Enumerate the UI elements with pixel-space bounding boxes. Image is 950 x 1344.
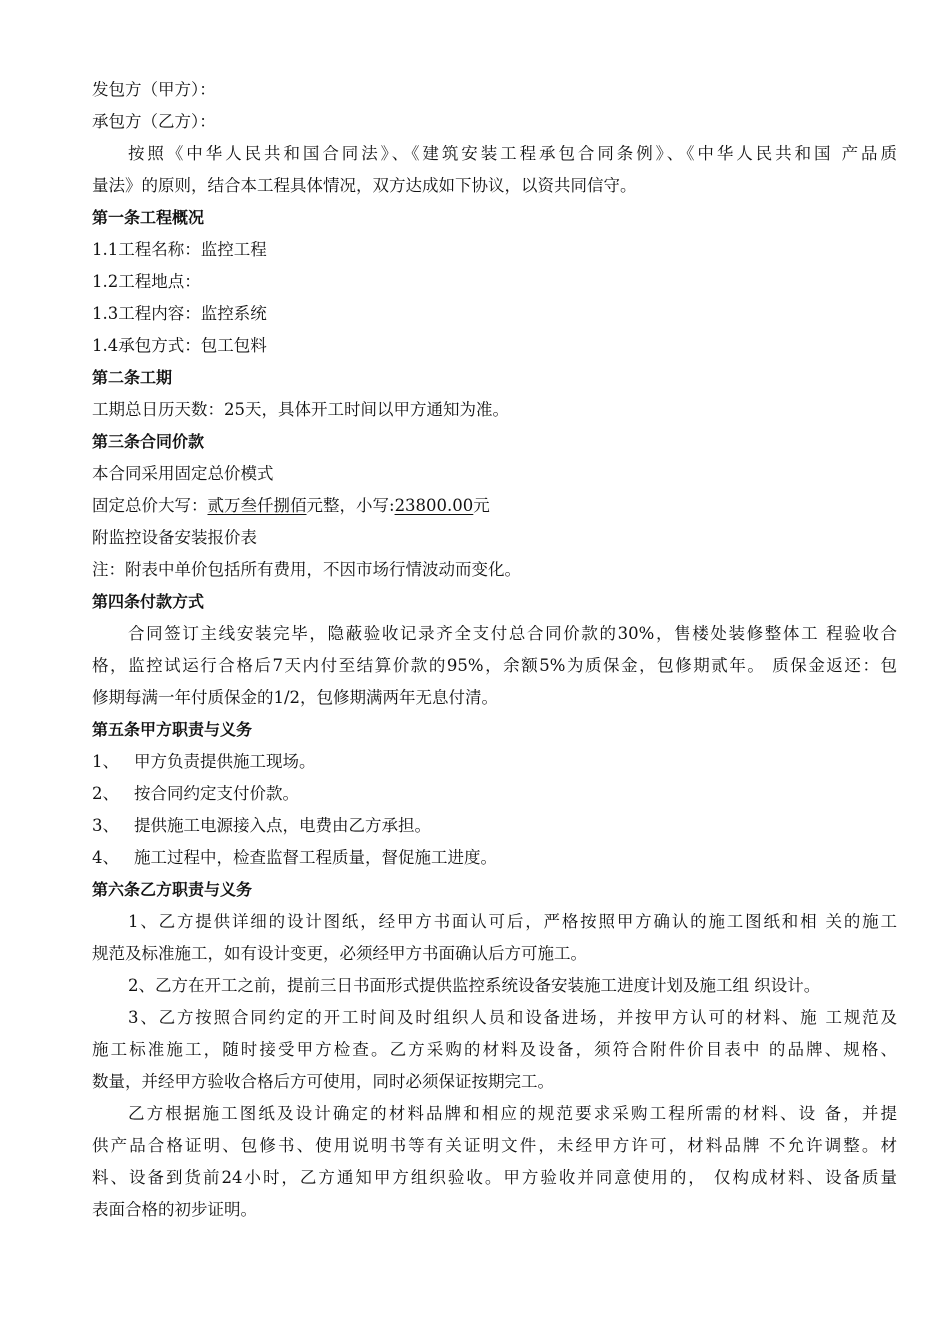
- article-6-p1-line-2: 规范及标准施工，如有设计变更，必须经甲方书面确认后方可施工。: [92, 944, 587, 963]
- article-1-heading: 第一条工程概况: [92, 208, 205, 227]
- article-4-line-3: 修期每满一年付质保金的1/2，包修期满两年无息付清。: [92, 688, 499, 707]
- article-6-heading: 第六条乙方职责与义务: [92, 880, 253, 899]
- price-upper-amount: 贰万叁仟捌佰: [207, 496, 307, 515]
- item-text: 提供施工电源接入点，电费由乙方承担。: [134, 816, 431, 835]
- article-2-heading: 第二条工期: [92, 368, 173, 387]
- article-4-line-2: 格，监控试运行合格后7天内付至结算价款的95%，余额5%为质保金，包修期贰年。 质保金返还：包: [92, 656, 897, 675]
- item-text: 甲方负责提供施工现场。: [134, 752, 316, 771]
- article-3-note: 注：附表中单价包括所有费用，不因市场行情波动而变化。: [92, 560, 521, 579]
- article-4-heading: 第四条付款方式: [92, 592, 205, 611]
- item-number: 1、: [92, 752, 119, 771]
- article-1-item: 1.3工程内容：监控系统: [92, 304, 267, 323]
- item-number: 2、: [92, 784, 119, 803]
- article-2-text: 工期总日历天数：25天，具体开工时间以甲方通知为准。: [92, 400, 509, 419]
- item-number: 3、: [92, 816, 119, 835]
- intro-line-1: 按照《中华人民共和国合同法》、《建筑安装工程承包合同条例》、《中华人民共和国 产品质: [128, 144, 897, 163]
- article-3-heading: 第三条合同价款: [92, 432, 205, 451]
- party-b-line: 承包方（乙方）：: [92, 112, 216, 131]
- article-1-item: 1.1工程名称：监控工程: [92, 240, 267, 259]
- article-3-line-1: 本合同采用固定总价模式: [92, 464, 274, 483]
- item-text: 施工过程中，检查监督工程质量，督促施工进度。: [134, 848, 497, 867]
- article-6-p3-line-1: 3、乙方按照合同约定的开工时间及时组织人员和设备进场，并按甲方认可的材料、施 工规范及: [128, 1008, 897, 1027]
- item-number: 4、: [92, 848, 119, 867]
- article-6-p3-line-3: 数量，并经甲方验收合格后方可使用，同时必须保证按期完工。: [92, 1072, 554, 1091]
- article-5-item: [92, 848, 897, 868]
- item-text: 按合同约定支付价款。: [134, 784, 299, 803]
- price-middle: 元整，小写:: [306, 496, 395, 515]
- article-5-heading: 第五条甲方职责与义务: [92, 720, 253, 739]
- article-4-line-1: 合同签订主线安装完毕，隐蔽验收记录齐全支付总合同价款的30%，售楼处装修整体工 程验收合: [128, 624, 897, 643]
- article-6-p4-line-4: 表面合格的初步证明。: [92, 1200, 257, 1219]
- article-6-p3-line-2: 施工标准施工，随时接受甲方检查。乙方采购的材料及设备，须符合附件价目表中 的品牌、规格、: [92, 1040, 897, 1059]
- price-lower-amount: 23800.00: [394, 496, 474, 515]
- article-5-item: [92, 816, 897, 836]
- article-6-p4-line-1: 乙方根据施工图纸及设计确定的材料品牌和相应的规范要求采购工程所需的材料、设 备，并提: [128, 1104, 897, 1123]
- intro-line-2: 量法》的原则，结合本工程具体情况，双方达成如下协议，以资共同信守。: [92, 176, 637, 195]
- article-6-p1-line-1: 1、乙方提供详细的设计图纸，经甲方书面认可后，严格按照甲方确认的施工图纸和相 关的施工: [128, 912, 897, 931]
- article-5-item: [92, 784, 897, 804]
- article-1-item: 1.2工程地点：: [92, 272, 201, 291]
- article-6-p2-line-1: 2、乙方在开工之前，提前三日书面形式提供监控系统设备安装施工进度计划及施工组 织设计。: [128, 976, 821, 995]
- article-1-item: 1.4承包方式：包工包料: [92, 336, 267, 355]
- article-5-item: [92, 752, 897, 772]
- article-3-line-3: 附监控设备安装报价表: [92, 528, 257, 547]
- article-6-p4-line-3: 料、设备到货前24小时，乙方通知甲方组织验收。甲方验收并同意使用的， 仅构成材料、设备质量: [92, 1168, 897, 1187]
- article-6-p4-line-2: 供产品合格证明、包修书、使用说明书等有关证明文件，未经甲方许可，材料品牌 不允许调整。材: [92, 1136, 897, 1155]
- price-line: [92, 496, 897, 516]
- price-suffix: 元: [473, 496, 490, 515]
- price-prefix: 固定总价大写：: [92, 496, 208, 515]
- party-a-line: 发包方（甲方）：: [92, 80, 216, 99]
